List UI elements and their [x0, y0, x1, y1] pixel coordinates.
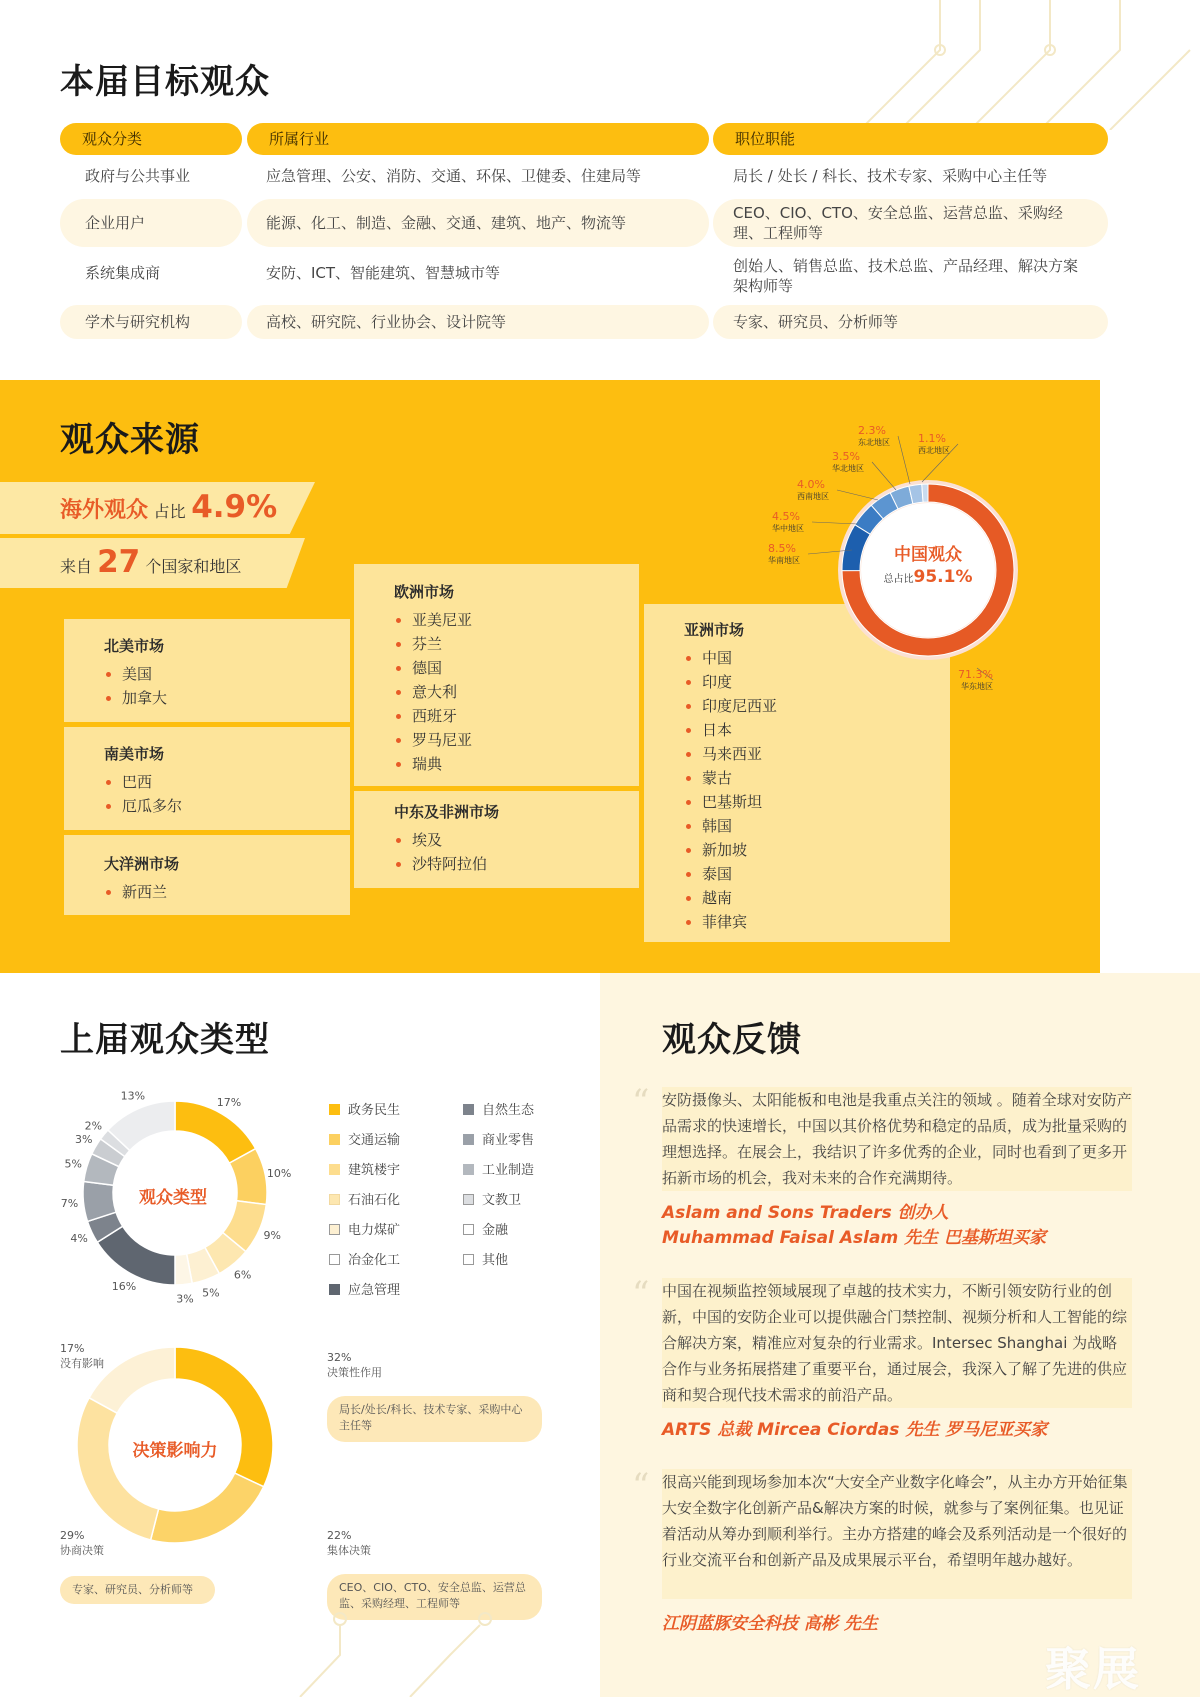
countries-count: 27: [97, 544, 141, 580]
slice-value-label: 10%: [266, 1167, 292, 1181]
slice-value-label: 3%: [75, 1133, 93, 1147]
region-name-label: 东北地区: [858, 438, 890, 447]
legend-label: 商业零售: [482, 1133, 535, 1148]
legend-swatch: [329, 1164, 340, 1175]
region-value-label: 4.0%: [797, 478, 825, 491]
open-quote-icon: “: [632, 1466, 650, 1506]
list-item: 加拿大: [104, 686, 350, 710]
list-item: 巴基斯坦: [684, 790, 950, 814]
feedback-author: Aslam and Sons Traders 创办人: [662, 1203, 949, 1223]
slice-value-label: 6%: [233, 1268, 252, 1282]
list-item: 亚美尼亚: [394, 608, 639, 632]
region-name-label: 西北地区: [918, 446, 950, 455]
legend-item: [329, 1193, 400, 1209]
market-title: 中东及非洲市场: [394, 803, 500, 821]
legend-label: 冶金化工: [348, 1253, 401, 1268]
region-name-label: 华北地区: [832, 464, 864, 473]
influence-pct: 22%: [327, 1529, 352, 1542]
table-cell: 高校、研究院、行业协会、设计院等: [266, 313, 507, 331]
list-item: 沙特阿拉伯: [394, 852, 639, 876]
slice-value-label: 5%: [64, 1157, 82, 1171]
table-header-category: 观众分类: [60, 123, 242, 155]
watermark-logo: 聚展: [1045, 1642, 1141, 1696]
donut-center-value-line: [868, 567, 988, 587]
legend-swatch: [329, 1134, 340, 1145]
market-north-america: [64, 619, 350, 722]
list-item: 日本: [684, 718, 950, 742]
slice-value-label: 7%: [60, 1196, 79, 1210]
table-header-position: 职位职能: [713, 123, 1108, 155]
donut-center-value: 95.1%: [913, 567, 973, 587]
influence-pct: 29%: [60, 1529, 85, 1542]
section-title-feedback: 观众反馈: [662, 1020, 802, 1060]
overseas-mid: 占比: [153, 502, 186, 521]
list-item: 中国: [684, 646, 950, 670]
region-value-label: 4.5%: [772, 510, 800, 523]
legend-label: 金融: [482, 1223, 509, 1238]
list-item: 德国: [394, 656, 639, 680]
influence-decisive: [327, 1351, 382, 1380]
slice-value-label: 2%: [84, 1119, 103, 1133]
list-item: 意大利: [394, 680, 639, 704]
list-item: 瑞典: [394, 752, 639, 776]
table-cell: 安防、ICT、智能建筑、智慧城市等: [266, 264, 501, 282]
donut-slice: [175, 1347, 273, 1487]
feedback-quote-2: 中国在视频监控领域展现了卓越的技术实力，不断引领安防行业的创新，中国的安防企业可以提供融合门禁控制、视频分析和人工智能的综合解决方案，精准应对复杂的行业需求。Intersec Shanghai 为战略合作与业务拓展搭建了重要平台，通过展会，我深入了解了先进的供应商和契合现代技术需求的前沿产品。: [662, 1278, 1132, 1408]
legend-swatch: [463, 1164, 474, 1175]
countries-text: [60, 544, 241, 580]
table-cell: CEO、CIO、CTO、安全总监、运营总监、采购经理、工程师等: [733, 204, 1063, 242]
region-value-label: 3.5%: [832, 450, 860, 463]
legend-label: 其他: [482, 1253, 509, 1268]
list-item: 西班牙: [394, 704, 639, 728]
region-value-label: 1.1%: [918, 432, 946, 445]
legend-item: [329, 1223, 400, 1239]
list-item: 越南: [684, 886, 950, 910]
list-item: 美国: [104, 662, 350, 686]
influence-pct: 32%: [327, 1351, 352, 1364]
influence-pct: 17%: [60, 1342, 85, 1355]
legend-label: 交通运输: [348, 1133, 401, 1148]
slice-value-label: 4%: [70, 1232, 88, 1246]
legend-item: [463, 1103, 534, 1119]
table-cell: 局长 / 处长 / 科长、技术专家、采购中心主任等: [733, 167, 1048, 185]
leader-line: [812, 522, 858, 524]
market-middle-east-africa: [354, 791, 639, 888]
list-item: 马来西亚: [684, 742, 950, 766]
list-item: 巴西: [104, 770, 350, 794]
legend-swatch: [463, 1194, 474, 1205]
legend-item: [463, 1163, 534, 1179]
feedback-quote-3: 很高兴能到现场参加本次“大安全产业数字化峰会”，从主办方开始征集大安全数字化创新产品&解决方案的时候，就参与了案例征集。也见证着活动从筹办到顺利举行。主办方搭建的峰会及系列活动是一个很好的行业交流平台和创新产品及成果展示平台，希望明年越办越好。: [662, 1469, 1132, 1599]
legend-item: [463, 1193, 521, 1209]
circuit-decoration: [280, 1605, 540, 1697]
donut2-center-label: 决策影响力: [132, 1441, 218, 1461]
donut-center-china: [868, 540, 988, 587]
slice-value-label: 3%: [176, 1292, 194, 1306]
list-item: 韩国: [684, 814, 950, 838]
legend-item: [329, 1163, 400, 1179]
list-item: 印度: [684, 670, 950, 694]
legend-item: [329, 1103, 400, 1119]
donut-center-prefix: 总占比: [883, 574, 914, 585]
slice-value-label: 16%: [111, 1279, 137, 1293]
open-quote-icon: “: [632, 1274, 650, 1314]
leader-line: [872, 462, 896, 490]
list-item: 芬兰: [394, 632, 639, 656]
donut-slice: [151, 1473, 264, 1543]
legend-swatch: [463, 1224, 474, 1235]
influence-tag-negotiate: 专家、研究员、分析师等: [60, 1576, 215, 1604]
legend-label: 应急管理: [348, 1283, 401, 1298]
list-item: 埃及: [394, 828, 639, 852]
legend-label: 文教卫: [482, 1193, 522, 1208]
influence-label: 集体决策: [327, 1544, 371, 1557]
legend-item: [329, 1283, 400, 1299]
legend-label: 自然生态: [482, 1103, 535, 1118]
overseas-pct: 4.9%: [191, 489, 278, 525]
table-header-industry: 所属行业: [247, 123, 709, 155]
legend-swatch: [329, 1194, 340, 1205]
feedback-author: 江阴蓝豚安全科技 高彬 先生: [662, 1614, 878, 1634]
legend-item: [463, 1133, 534, 1149]
influence-negotiate: [60, 1529, 104, 1558]
influence-tag-collective: CEO、CIO、CTO、安全总监、运营总监、采购经理、工程师等: [327, 1574, 542, 1620]
legend-swatch: [463, 1254, 474, 1265]
influence-label: 没有影响: [60, 1357, 104, 1370]
list-item: 印度尼西亚: [684, 694, 950, 718]
market-south-america: [64, 727, 350, 830]
slice-value-label: 9%: [263, 1229, 282, 1243]
list-item: 新西兰: [104, 880, 350, 904]
legend-label: 电力煤矿: [348, 1223, 401, 1238]
legend-item: [329, 1133, 400, 1149]
legend-label: 工业制造: [482, 1163, 535, 1178]
region-name-label: 华中地区: [772, 524, 804, 533]
legend-item: [463, 1223, 508, 1239]
open-quote-icon: “: [632, 1082, 650, 1122]
list-item: 新加坡: [684, 838, 950, 862]
legend-swatch: [329, 1104, 340, 1115]
region-name-label: 华东地区: [961, 682, 993, 691]
legend-swatch: [329, 1224, 340, 1235]
feedback-quote-1: 安防摄像头、太阳能板和电池是我重点关注的领域 。随着全球对安防产品需求的快速增长，中国以其价格优势和稳定的品质，成为批量采购的理想选择。在展会上，我结识了许多优秀的企业，同时也看到了更多开拓新市场的机会，我对未来的合作充满期待。: [662, 1087, 1132, 1191]
influence-collective: [327, 1529, 371, 1558]
countries-suffix: 个国家和地区: [145, 557, 242, 576]
table-cell: 应急管理、公安、消防、交通、环保、卫健委、住建局等: [266, 167, 642, 185]
market-title: 南美市场: [104, 745, 165, 763]
list-item: 菲律宾: [684, 910, 950, 934]
influence-none: [60, 1342, 104, 1371]
influence-tag-decisive: 局长/处长/科长、技术专家、采购中心主任等: [327, 1396, 542, 1442]
legend-swatch: [463, 1134, 474, 1145]
circuit-decoration: [820, 0, 1200, 130]
region-value-label: 2.3%: [858, 424, 886, 437]
from-label: 来自: [60, 557, 93, 576]
section-title-target-audience: 本届目标观众: [60, 62, 270, 102]
table-cell: 政府与公共事业: [85, 167, 191, 185]
donut1-center-label: 观众类型: [139, 1188, 207, 1208]
market-europe: [354, 564, 639, 786]
market-title: 亚洲市场: [684, 621, 745, 639]
section-title-audience-source: 观众来源: [60, 420, 200, 460]
market-oceania: [64, 835, 350, 915]
donut-slice: [77, 1398, 159, 1540]
feedback-author: Muhammad Faisal Aslam 先生 巴基斯坦买家: [662, 1228, 1047, 1248]
table-cell: 创始人、销售总监、技术总监、产品经理、解决方案架构师等: [733, 257, 1079, 295]
donut-slice: [922, 484, 928, 502]
market-title: 大洋洲市场: [104, 855, 180, 873]
region-name-label: 西南地区: [797, 492, 829, 501]
list-item: 蒙古: [684, 766, 950, 790]
table-cell: 学术与研究机构: [85, 313, 191, 331]
list-item: 厄瓜多尔: [104, 794, 350, 818]
overseas-label: 海外观众: [60, 498, 149, 523]
slice-value-label: 17%: [216, 1095, 242, 1109]
legend-label: 建筑楼宇: [348, 1163, 401, 1178]
region-value-label: 8.5%: [768, 542, 796, 555]
table-cell: 能源、化工、制造、金融、交通、建筑、地产、物流等: [266, 214, 627, 232]
leader-line: [837, 490, 878, 500]
section-title-audience-type: 上届观众类型: [60, 1020, 270, 1060]
overseas-share-text: [60, 489, 277, 525]
donut-slice: [175, 1101, 256, 1163]
legend-item: [329, 1253, 400, 1269]
slice-value-label: 13%: [120, 1089, 146, 1103]
legend-item: [463, 1253, 508, 1269]
region-value-label: 71.3%: [958, 668, 993, 681]
legend-swatch: [329, 1284, 340, 1295]
market-title: 北美市场: [104, 637, 165, 655]
legend-label: 石油石化: [348, 1193, 401, 1208]
influence-label: 协商决策: [60, 1544, 104, 1557]
market-title: 欧洲市场: [394, 583, 455, 601]
table-cell: 企业用户: [85, 214, 146, 232]
table-cell: 系统集成商: [85, 264, 161, 282]
influence-label: 决策性作用: [327, 1366, 382, 1379]
legend-swatch: [329, 1254, 340, 1265]
legend-swatch: [463, 1104, 474, 1115]
list-item: 罗马尼亚: [394, 728, 639, 752]
donut-center-title: 中国观众: [894, 545, 962, 565]
feedback-author: ARTS 总裁 Mircea Ciordas 先生 罗马尼亚买家: [662, 1420, 1048, 1440]
table-cell: 专家、研究员、分析师等: [733, 313, 899, 331]
leader-line: [898, 436, 910, 484]
legend-label: 政务民生: [348, 1103, 401, 1118]
list-item: 泰国: [684, 862, 950, 886]
region-name-label: 华南地区: [768, 556, 800, 565]
slice-value-label: 5%: [202, 1286, 220, 1300]
